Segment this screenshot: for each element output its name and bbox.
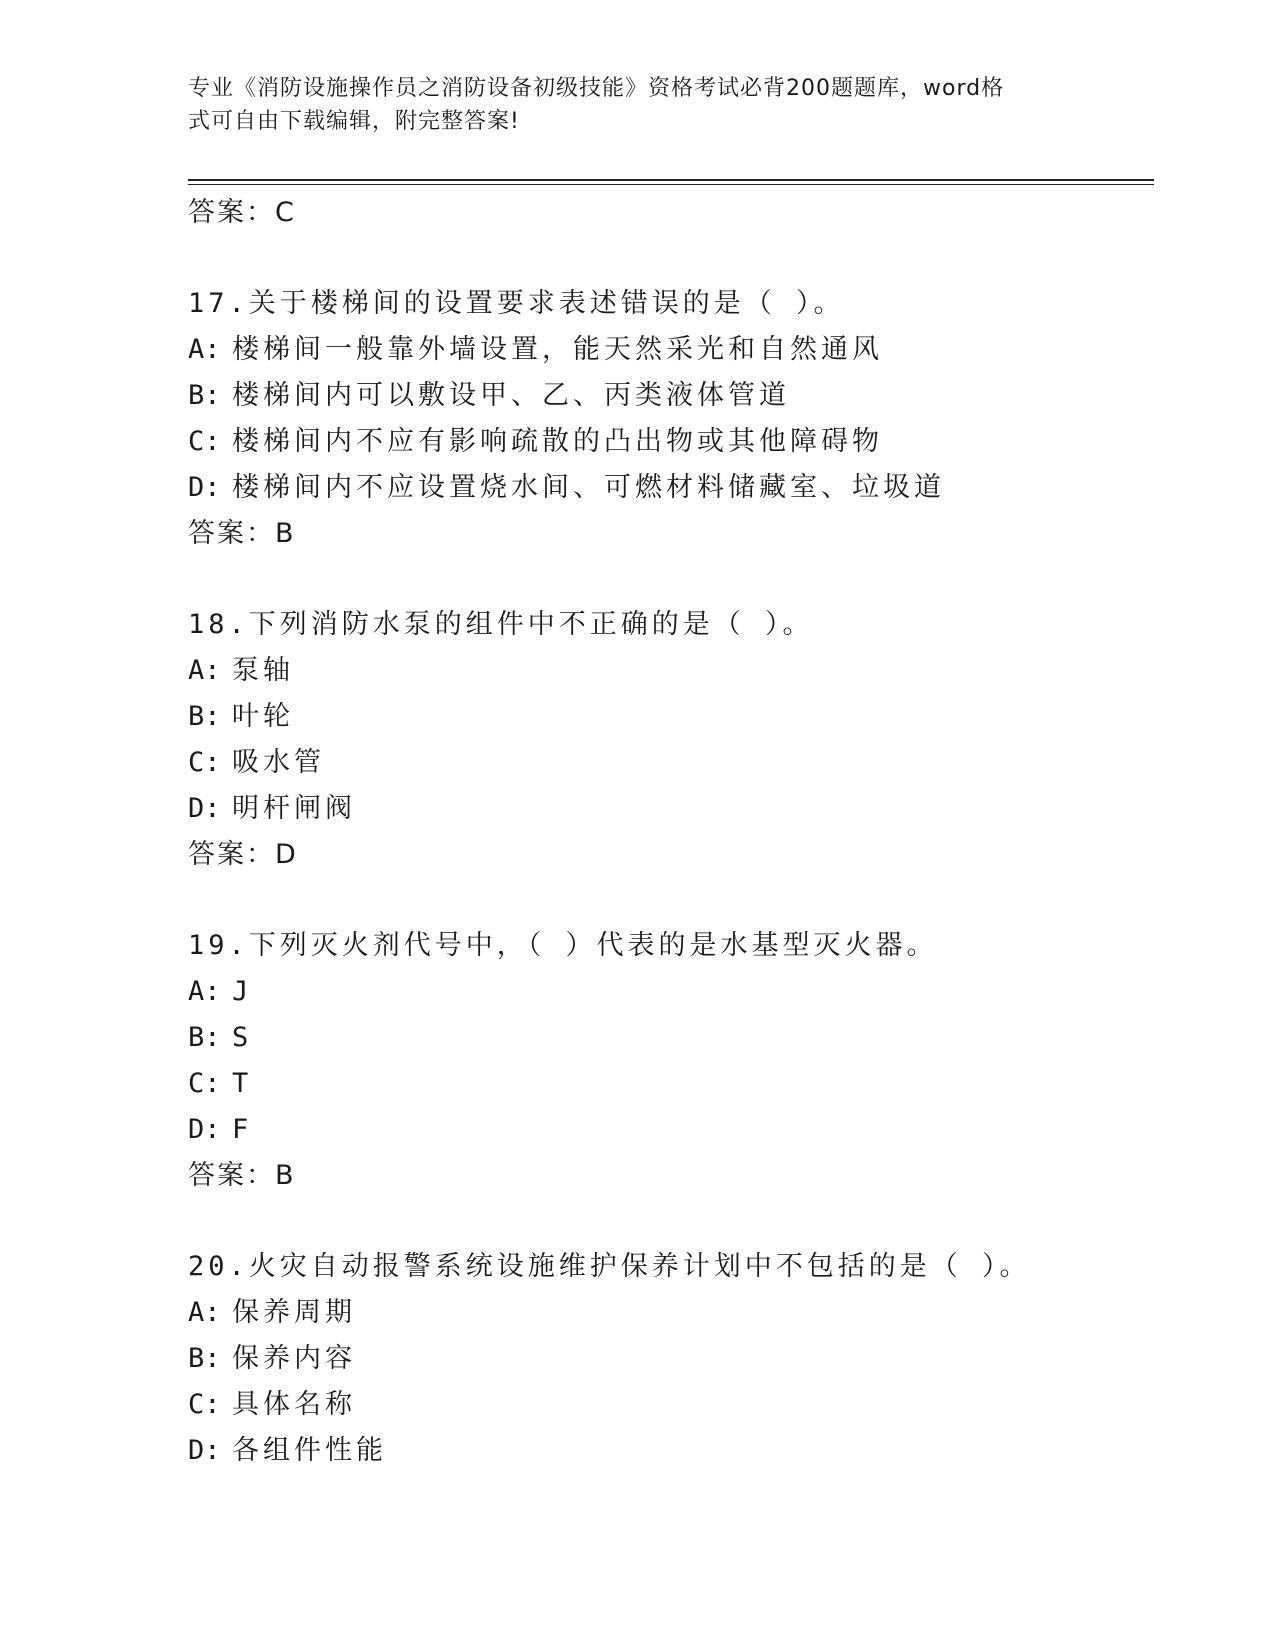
option-b: [188, 373, 1148, 419]
option-text: J: [232, 976, 253, 1007]
question-list: [188, 190, 1148, 1474]
question-20: [188, 1244, 1148, 1474]
option-key: A:: [188, 655, 221, 686]
option-key: C:: [188, 1068, 221, 1099]
option-text: 楼梯间内不应设置烧水间、可燃材料储藏室、垃圾道: [232, 472, 945, 503]
option-key: B:: [188, 1022, 221, 1053]
option-a: [188, 327, 1148, 373]
option-text: 具体名称: [232, 1389, 356, 1420]
option-key: D:: [188, 472, 221, 503]
option-a: [188, 969, 1148, 1015]
answer-label: 答案：B: [188, 1160, 296, 1191]
option-d: [188, 465, 1148, 511]
question-stem: 18.下列消防水泵的组件中不正确的是（ ）。: [188, 609, 814, 640]
header-line-2: 式可自由下载编辑，附完整答案!: [188, 109, 520, 134]
option-text: 保养内容: [232, 1343, 356, 1374]
question-stem: 17.关于楼梯间的设置要求表述错误的是（ ）。: [188, 288, 845, 319]
option-d: [188, 1428, 1148, 1474]
option-b: [188, 1015, 1148, 1061]
option-text: 吸水管: [232, 747, 325, 778]
option-a: [188, 1290, 1148, 1336]
option-text: 楼梯间一般靠外墙设置，能天然采光和自然通风: [232, 334, 883, 365]
answer-label: 答案：C: [188, 197, 296, 228]
document-header: [188, 72, 1068, 138]
option-key: B:: [188, 380, 221, 411]
option-c: [188, 419, 1148, 465]
option-text: S: [232, 1022, 253, 1053]
answer-label: 答案：D: [188, 839, 298, 870]
option-key: A:: [188, 334, 221, 365]
option-b: [188, 1336, 1148, 1382]
option-text: 各组件性能: [232, 1435, 387, 1466]
header-line-1: 专业《消防设施操作员之消防设备初级技能》资格考试必背200题题库，word格: [188, 76, 1005, 101]
option-key: A:: [188, 976, 221, 1007]
option-key: B:: [188, 1343, 221, 1374]
option-key: D:: [188, 793, 221, 824]
option-b: [188, 694, 1148, 740]
answer-label: 答案：B: [188, 518, 296, 549]
question-stem: 20.火灾自动报警系统设施维护保养计划中不包括的是（ ）。: [188, 1251, 1031, 1282]
option-text: F: [232, 1114, 253, 1145]
option-text: 楼梯间内不应有影响疏散的凸出物或其他障碍物: [232, 426, 883, 457]
question-18: [188, 602, 1148, 878]
option-c: [188, 740, 1148, 786]
option-text: 楼梯间内可以敷设甲、乙、丙类液体管道: [232, 380, 790, 411]
option-key: C:: [188, 426, 221, 457]
option-key: D:: [188, 1435, 221, 1466]
option-text: 泵轴: [232, 655, 294, 686]
option-c: [188, 1061, 1148, 1107]
option-text: 明杆闸阀: [232, 793, 356, 824]
option-key: C:: [188, 747, 221, 778]
option-d: [188, 786, 1148, 832]
option-key: B:: [188, 701, 221, 732]
header-divider-thin: [188, 184, 1154, 185]
option-d: [188, 1107, 1148, 1153]
option-key: C:: [188, 1389, 221, 1420]
question-19: [188, 923, 1148, 1199]
option-text: 叶轮: [232, 701, 294, 732]
question-stem: 19.下列灭火剂代号中，（ ）代表的是水基型灭火器。: [188, 930, 938, 961]
option-c: [188, 1382, 1148, 1428]
option-key: D:: [188, 1114, 221, 1145]
option-a: [188, 648, 1148, 694]
header-divider-thick: [188, 179, 1154, 181]
question-17: [188, 281, 1148, 557]
option-text: 保养周期: [232, 1297, 356, 1328]
option-text: T: [232, 1068, 253, 1099]
option-key: A:: [188, 1297, 221, 1328]
